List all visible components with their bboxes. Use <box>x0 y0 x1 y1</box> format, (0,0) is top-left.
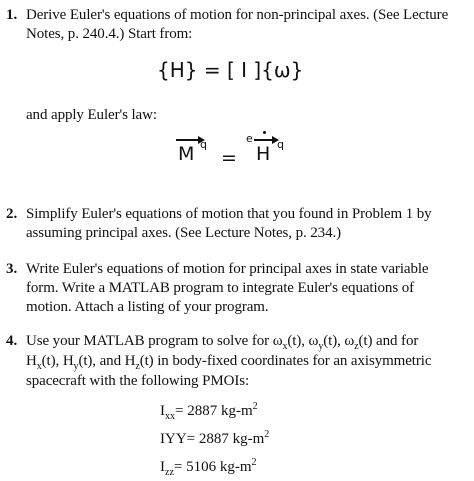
problem-3-line-3: motion. Attach a listing of your program. <box>26 299 269 315</box>
problem-1-line-1: Derive Euler's equations of motion for non-principal axes. (See Lecture <box>26 7 449 23</box>
equation-rhs-sup: q <box>277 138 284 151</box>
problem-2-number: 2. <box>6 206 18 222</box>
problem-4-line-3: spacecraft with the following PMOIs: <box>26 373 250 389</box>
problem-1-line-2: Notes, p. 240.4.) Start from: <box>26 26 193 42</box>
problem-4-number: 4. <box>6 333 18 349</box>
problem-2-line-2: assuming principal axes. (See Lecture Notes, p. 234.) <box>26 225 342 241</box>
equation-angular-momentum: {H} = [ I ]{ω} <box>157 58 304 82</box>
problem-1-after-text: and apply Euler's law: <box>26 107 157 123</box>
equation-lhs: M <box>178 143 195 165</box>
problem-4-line-2: $H_x(t)$, $H_y(t)$, and $H_z(t)$ in body-fixed coordinates for an axisymmetric <box>26 353 432 372</box>
equation-equals: = <box>221 147 237 169</box>
problem-4-line-1: Use your MATLAB program to solve for $\omega_x(t)$, $\omega_y(t)$, $\omega_z(t)$ and for <box>26 333 419 352</box>
pmoi-iyy: IYY= 2887 $kg-m^2$ <box>160 429 270 447</box>
equation-rhs: H <box>256 143 271 165</box>
pmoi-ixx: $I_{xx}= 2887$ $kg-m^2$ <box>160 401 258 422</box>
vector-arrow-icon <box>176 139 200 141</box>
dot-icon <box>263 131 266 134</box>
equation-rhs-pre: e <box>246 132 253 145</box>
pmoi-izz: $I_{zz}= 5106$ $kg-m^2$ <box>160 457 257 478</box>
problem-3-number: 3. <box>6 261 18 277</box>
equation-lhs-sup: q <box>200 138 207 151</box>
vector-arrow-icon-2 <box>254 139 274 141</box>
problem-3-line-2: form. Write a MATLAB program to integrate Euler's equations of <box>26 280 415 296</box>
problem-3-line-1: Write Euler's equations of motion for principal axes in state variable <box>26 261 429 277</box>
problem-1-number: 1. <box>6 7 18 23</box>
problem-2-line-1: Simplify Euler's equations of motion that you found in Problem 1 by <box>26 206 432 222</box>
